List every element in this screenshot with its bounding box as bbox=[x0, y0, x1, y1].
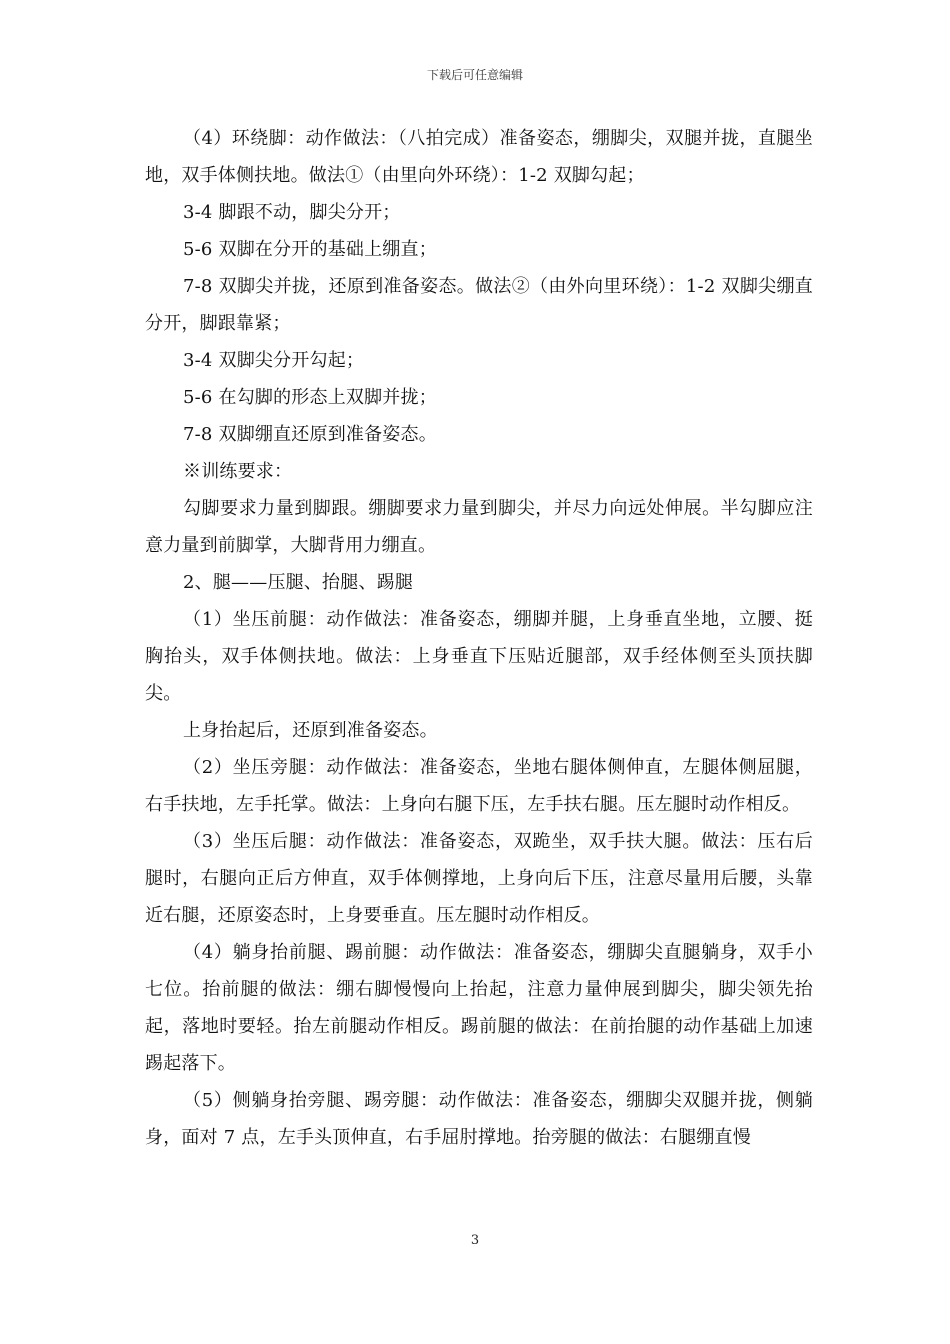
paragraph: 上身抬起后，还原到准备姿态。 bbox=[183, 720, 438, 741]
paragraph: 3-4 双脚尖分开勾起； bbox=[183, 350, 365, 371]
paragraph: （4）躺身抬前腿、踢前腿：动作做法：准备姿态，绷脚尖直腿躺身，双手小七位。抬前腿的做法：绷右脚慢慢向上抬起，注意力量伸展到脚尖，脚尖领先抬起，落地时要轻。抬左前腿动作相反。踢前腿的做法：在前抬腿的动作基础上加速踢起落下。 bbox=[145, 942, 813, 1074]
paragraph: 5-6 双脚在分开的基础上绷直； bbox=[183, 239, 437, 260]
document-body bbox=[145, 120, 813, 1156]
paragraph: 勾脚要求力量到脚跟。绷脚要求力量到脚尖，并尽力向远处伸展。半勾脚应注意力量到前脚掌，大脚背用力绷直。 bbox=[145, 498, 813, 556]
paragraph: （1）坐压前腿：动作做法：准备姿态，绷脚并腿，上身垂直坐地，立腰、挺胸抬头，双手体侧扶地。做法：上身垂直下压贴近腿部，双手经体侧至头顶扶脚尖。 bbox=[145, 609, 813, 704]
paragraph: 7-8 双脚尖并拢，还原到准备姿态。做法②（由外向里环绕）：1-2 双脚尖绷直分开，脚跟靠紧； bbox=[145, 276, 813, 334]
paragraph: 7-8 双脚绷直还原到准备姿态。 bbox=[183, 424, 437, 445]
paragraph: ※训练要求： bbox=[183, 461, 293, 482]
paragraph: （5）侧躺身抬旁腿、踢旁腿：动作做法：准备姿态，绷脚尖双腿并拢，侧躺身，面对 7 点，左手头顶伸直，右手屈肘撑地。抬旁腿的做法：右腿绷直慢 bbox=[145, 1090, 813, 1148]
page-number: 3 bbox=[470, 1233, 480, 1248]
paragraph: 3-4 脚跟不动，脚尖分开； bbox=[183, 202, 401, 223]
paragraph: （2）坐压旁腿：动作做法：准备姿态，坐地右腿体侧伸直，左腿体侧屈腿，右手扶地，左手托掌。做法：上身向右腿下压，左手扶右腿。压左腿时动作相反。 bbox=[145, 757, 813, 815]
paragraph: （3）坐压后腿：动作做法：准备姿态，双跪坐，双手扶大腿。做法：压右后腿时，右腿向正后方伸直，双手体侧撑地，上身向后下压，注意尽量用后腰，头靠近右腿，还原姿态时，上身要垂直。压左腿时动作相反。 bbox=[145, 831, 813, 926]
section-heading: 2、腿——压腿、抬腿、踢腿 bbox=[183, 572, 414, 593]
paragraph: （4）环绕脚：动作做法：（八拍完成）准备姿态，绷脚尖，双腿并拢，直腿坐地，双手体侧扶地。做法①（由里向外环绕）：1-2 双脚勾起； bbox=[145, 128, 813, 186]
page-header: 下载后可任意编辑 bbox=[426, 68, 523, 82]
paragraph: 5-6 在勾脚的形态上双脚并拢； bbox=[183, 387, 437, 408]
